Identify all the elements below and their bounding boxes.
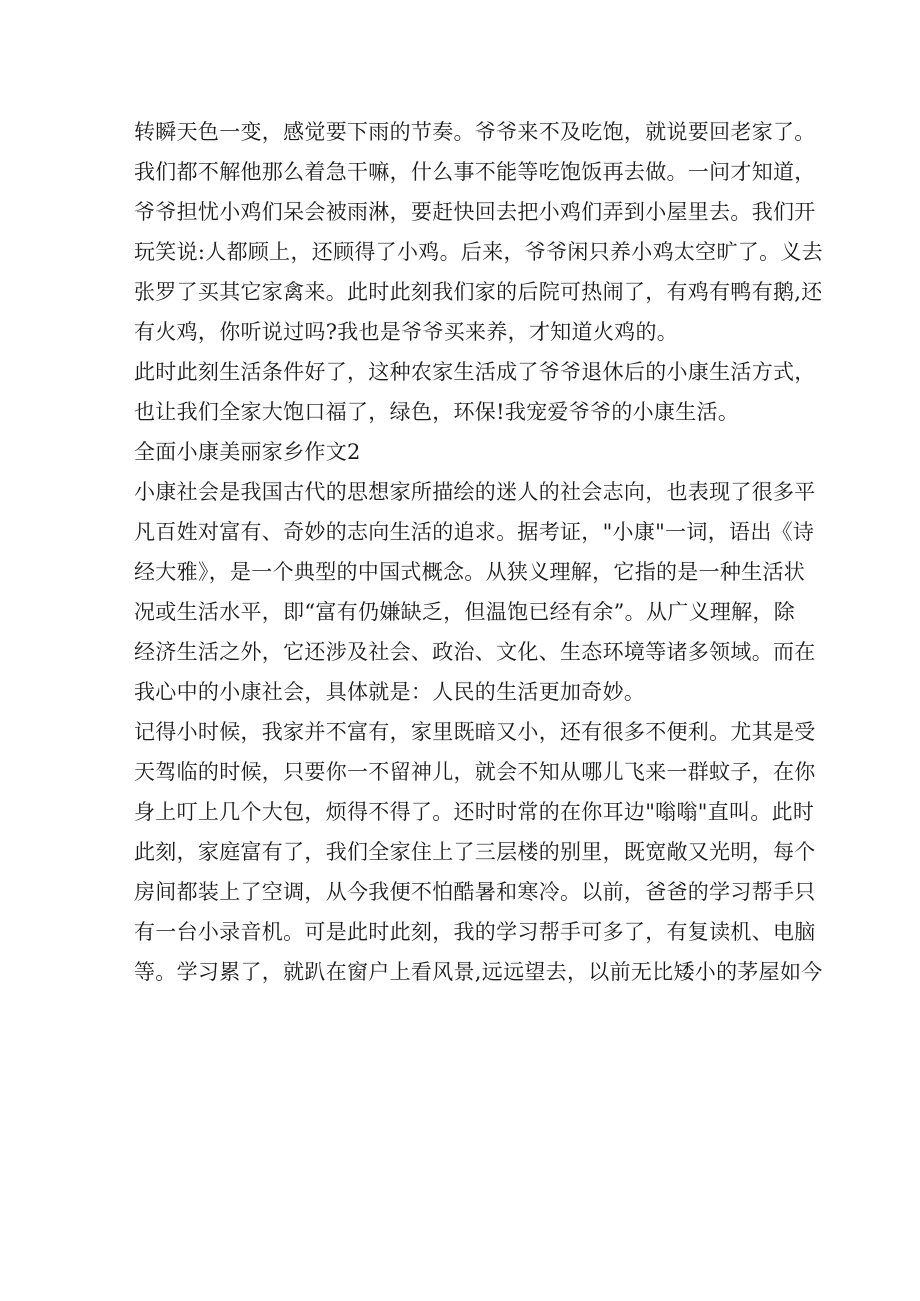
text-line: 经大雅》，是一个典型的中国式概念。从狭义理解，它指的是一种生活状: [134, 560, 806, 584]
text-line: 此时此刻生活条件好了，这种农家生活成了爷爷退休后的小康生活方式，: [134, 360, 816, 384]
text-line: 有火鸡，你听说过吗?我也是爷爷买来养，才知道火鸡的。: [134, 320, 679, 344]
text-line: 有一台小录音机。可是此时此刻，我的学习帮手可多了，有复读机、电脑: [134, 920, 816, 944]
text-line: 等。学习累了，就趴在窗户上看风景,远远望去，以前无比矮小的茅屋如今: [134, 960, 823, 984]
text-line: 况或生活水平，即“富有仍嫌缺乏，但温饱已经有余”。从广义理解，除: [134, 600, 796, 624]
text-line: 也让我们全家大饱口福了，绿色，环保!我宠爱爷爷的小康生活。: [134, 400, 740, 424]
text-line: 张罗了买其它家禽来。此时此刻我们家的后院可热闹了，有鸡有鸭有鹅,还: [134, 280, 823, 304]
text-line: 玩笑说:人都顾上，还顾得了小鸡。后来，爷爷闲只养小鸡太空旷了。义去: [134, 240, 823, 264]
text-line: 记得小时候，我家并不富有，家里既暗又小，还有很多不便利。尤其是受: [134, 720, 816, 744]
text-line: 我心中的小康社会，具体就是：人民的生活更加奇妙。: [134, 680, 646, 704]
text-line: 身上叮上几个大包，烦得不得了。还时时常的在你耳边"嗡嗡"直叫。此时: [134, 800, 815, 824]
text-line: 房间都装上了空调，从今我便不怕酷暑和寒冷。以前，爸爸的学习帮手只: [134, 880, 816, 904]
document-body: [134, 112, 823, 992]
text-line: 我们都不解他那么着急干嘛，什么事不能等吃饱饭再去做。一问才知道，: [134, 160, 816, 184]
text-line: 天驾临的时候，只要你一不留神儿，就会不知从哪儿飞来一群蚊子，在你: [134, 760, 816, 784]
text-line: 小康社会是我国古代的思想家所描绘的迷人的社会志向，也表现了很多平: [134, 480, 816, 504]
text-line: 经济生活之外，它还涉及社会、政治、文化、生态环境等诸多领域。而在: [134, 640, 816, 664]
text-line: 转瞬天色一变，感觉要下雨的节奏。爷爷来不及吃饱，就说要回老家了。: [134, 120, 816, 144]
text-line: 凡百姓对富有、奇妙的志向生活的追求。据考证，"小康"一词，语出《诗: [134, 520, 815, 544]
section-heading: 全面小康美丽家乡作文2: [134, 440, 361, 464]
text-line: 爷爷担忧小鸡们呆会被雨淋，要赶快回去把小鸡们弄到小屋里去。我们开: [134, 200, 816, 224]
text-line: 此刻，家庭富有了，我们全家住上了三层楼的别里，既宽敞又光明，每个: [134, 840, 816, 864]
